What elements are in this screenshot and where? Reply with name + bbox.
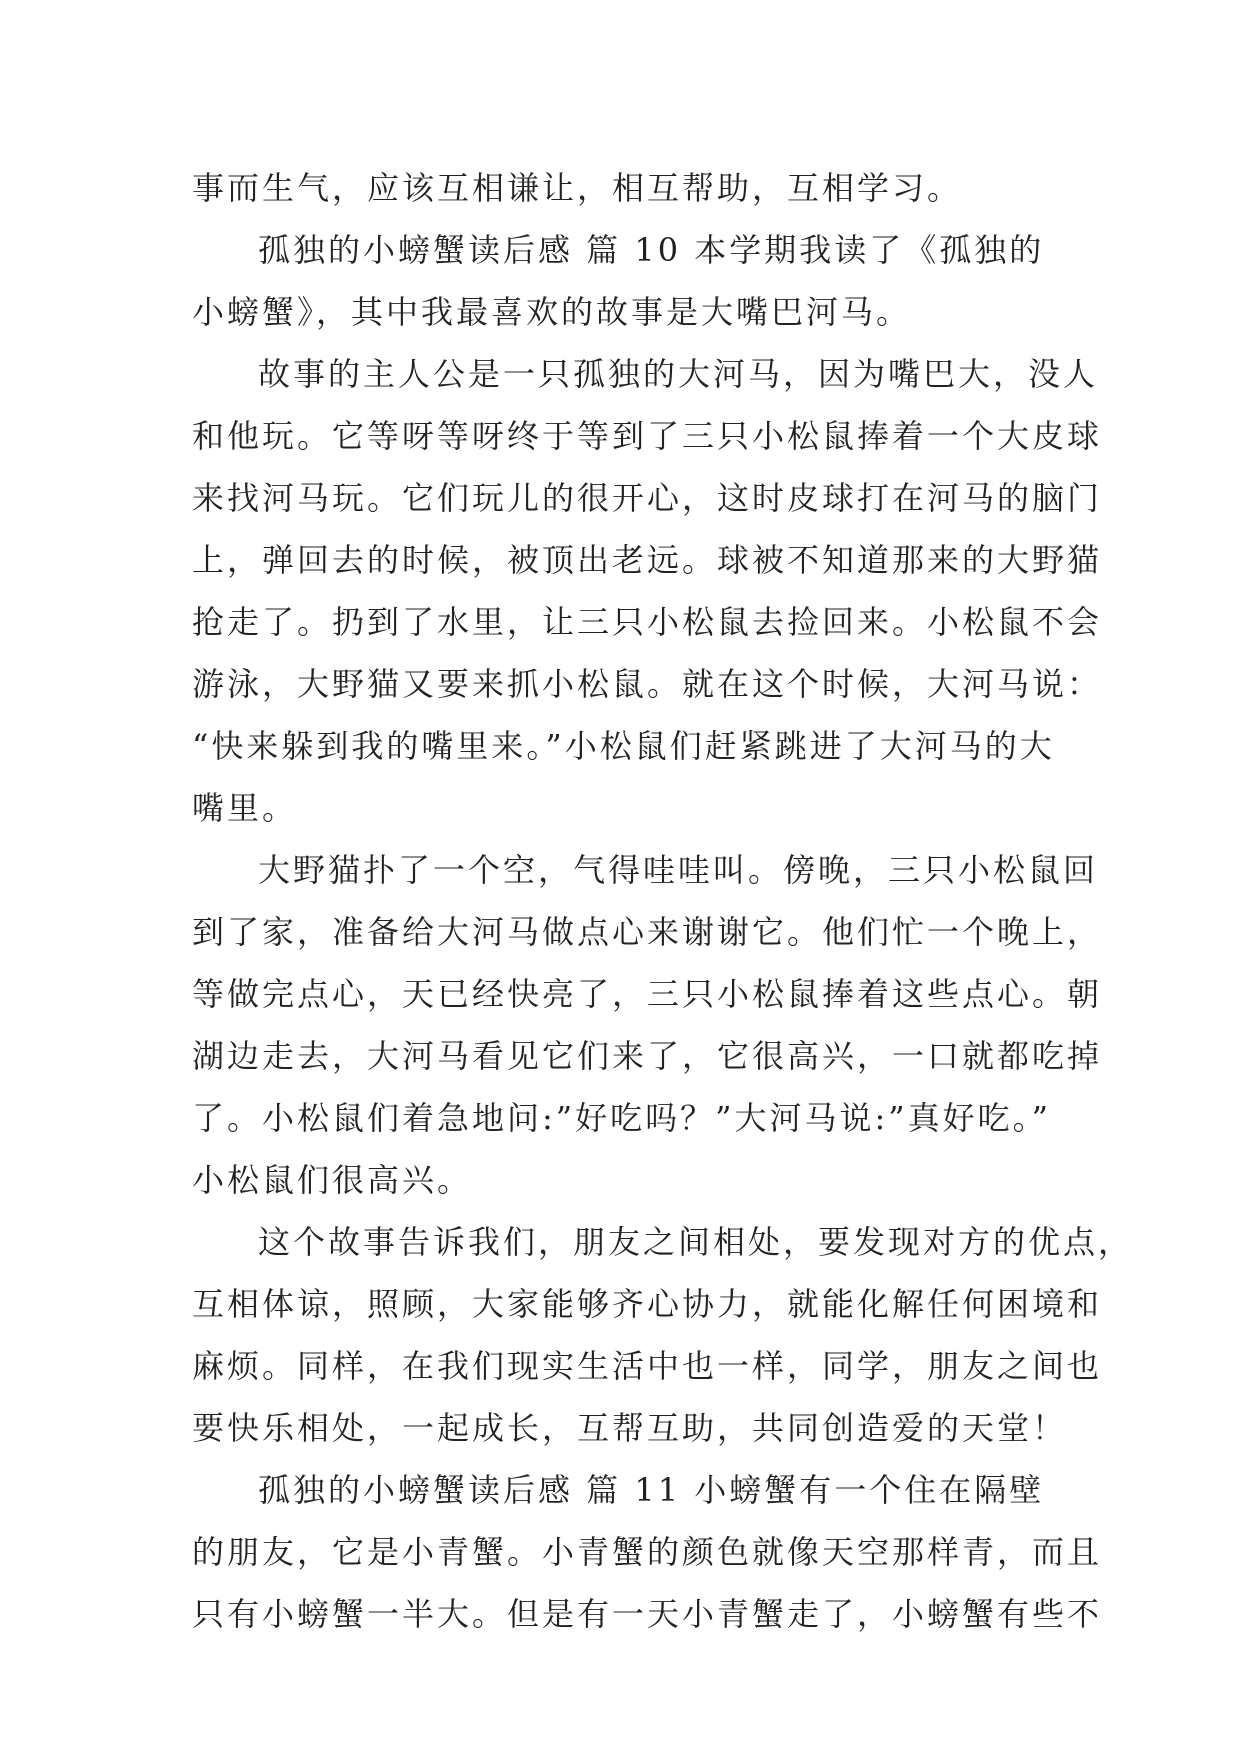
text-line: 到了家，准备给大河马做点心来谢谢它。他们忙一个晚上， [192,913,1103,951]
text-line: 抢走了。扔到了水里，让三只小松鼠去捡回来。小松鼠不会 [192,603,1103,641]
text-line: 这个故事告诉我们，朋友之间相处，要发现对方的优点， [258,1223,1134,1261]
text-line: 麻烦。同样，在我们现实生活中也一样，同学，朋友之间也 [192,1347,1103,1385]
text-line: 来找河马玩。它们玩儿的很开心，这时皮球打在河马的脑门 [192,479,1103,517]
text-line: 和他玩。它等呀等呀终于等到了三只小松鼠捧着一个大皮球 [192,417,1103,455]
text-line: “快来躲到我的嘴里来。”小松鼠们赶紧跳进了大河马的大 [192,727,1055,765]
text-line: 了。小松鼠们着急地问:”好吃吗？”大河马说:”真好吃。” [192,1099,1052,1137]
text-line: 互相体谅，照顾，大家能够齐心协力，就能化解任何困境和 [192,1285,1103,1323]
text-line: 孤独的小螃蟹读后感 篇 11 小螃蟹有一个住在隔壁 [258,1471,1045,1509]
text-line: 游泳，大野猫又要来抓小松鼠。就在这个时候，大河马说： [192,665,1103,703]
text-line: 故事的主人公是一只孤独的大河马，因为嘴巴大，没人 [258,355,1099,393]
text-line: 上，弹回去的时候，被顶出老远。球被不知道那来的大野猫 [192,541,1103,579]
text-line: 小螃蟹》，其中我最喜欢的故事是大嘴巴河马。 [192,293,912,331]
text-line: 湖边走去，大河马看见它们来了，它很高兴，一口就都吃掉 [192,1037,1103,1075]
document-body [192,157,1134,1645]
text-line: 嘴里。 [192,789,298,827]
text-line: 要快乐相处，一起成长，互帮互助，共同创造爱的天堂！ [192,1409,1068,1447]
text-line: 小松鼠们很高兴。 [192,1161,473,1199]
text-line: 只有小螃蟹一半大。但是有一天小青蟹走了，小螃蟹有些不 [192,1595,1103,1633]
text-line: 事而生气，应该互相谦让，相互帮助，互相学习。 [192,169,963,207]
text-line: 等做完点心，天已经快亮了，三只小松鼠捧着这些点心。朝 [192,975,1103,1013]
text-line: 的朋友，它是小青蟹。小青蟹的颜色就像天空那样青，而且 [192,1533,1103,1571]
text-line: 大野猫扑了一个空，气得哇哇叫。傍晚，三只小松鼠回 [258,851,1099,889]
text-line: 孤独的小螃蟹读后感 篇 10 本学期我读了《孤独的 [258,231,1045,269]
